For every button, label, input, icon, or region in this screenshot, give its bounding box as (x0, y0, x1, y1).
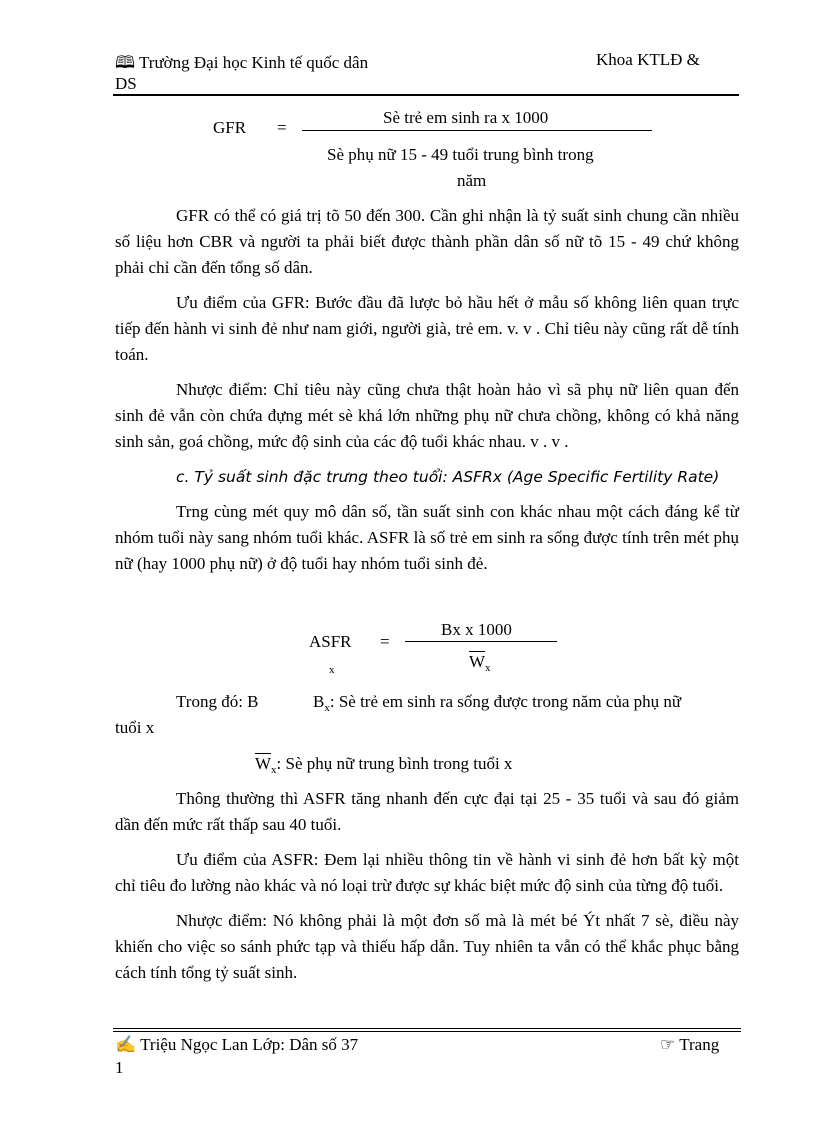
gfr-denominator: Sè phụ nữ 15 - 49 tuổi trung bình trong (327, 145, 594, 164)
asfr-lhs-sub: x (329, 664, 335, 676)
header-school (115, 50, 368, 79)
pointing-hand-icon: ☞ (660, 1035, 676, 1054)
asfr-equals: = (380, 632, 390, 651)
where-w-definition: $W_x$: Sè phụ nữ trung bình trong tuổi x (255, 754, 513, 776)
gfr-equals: = (277, 118, 287, 137)
footer-rule (113, 1028, 741, 1029)
text-block-2 (115, 786, 739, 986)
school-name: Trường Đại học Kinh tế quốc dân (139, 53, 369, 72)
paragraph-gfr-advantage: Ưu điểm của GFR: Bước đầu đã lược bỏ hầu hết ở mẫu số không liên quan trực tiếp đến hành vi sinh đẻ như nam giới, người già, trẻ em. v. v . Chỉ tiêu này cũng rất dễ tính toán. (115, 293, 739, 364)
header-faculty-cont: DS (115, 74, 137, 93)
header-faculty: Khoa KTLĐ & (596, 50, 700, 69)
gfr-lhs: GFR (213, 118, 247, 137)
footer-author: ✍ Triệu Ngọc Lan Lớp: Dân số 37 (115, 1035, 359, 1054)
paragraph-gfr-disadvantage: Nhược điểm: Chỉ tiêu này cũng chưa thật hoàn hảo vì sã phụ nữ liên quan đến sinh đẻ vẫn còn chứa đựng mét sè khá lớn những phụ nữ chưa chồng, không có khả năng sinh sản, goá chồng, mức độ sinh của các độ tuổi khác nhau. v . v . (115, 380, 739, 451)
gfr-numerator: Sè trẻ em sinh ra x 1000 (383, 108, 549, 127)
asfr-fraction-bar (405, 641, 557, 642)
header-rule (113, 94, 739, 96)
paragraph-asfr-disadvantage: Nhược điểm: Nó không phải là một đơn số mà là mét bé Ýt nhất 7 sè, điều này khiến cho việc so sánh phức tạp và thiếu hấp dẫn. Tuy nhiên ta vẫn có thể khắc phục bằng cách tính tổng tỷ suất sinh. (115, 911, 739, 982)
where-prefix: Trong đó: B (176, 692, 259, 711)
asfr-numerator: Bx x 1000 (441, 620, 512, 639)
paragraph-gfr-range: GFR có thể có giá trị tõ 50 đến 300. Cần ghi nhận là tỷ suất sinh chung cần nhiều số liệu hơn CBR và người ta phải biết được thành phần dân số nữ tõ 15 - 49 chứ không phải chỉ cần đến tổng số dân. (115, 206, 739, 277)
where-b-definition-cont: tuổi x (115, 718, 155, 737)
footer-page-label: ☞ Trang (660, 1035, 720, 1054)
asfr-lhs: ASFR (309, 632, 352, 651)
paragraph-asfr-definition: Trng cùng mét quy mô dân số, tần suất sinh con khác nhau một cách đáng kể từ nhóm tuổi này sang nhóm tuổi khác. ASFR là số trẻ em sinh ra sống được tính trên mét phụ nữ (hay 1000 phụ nữ) ở độ tuổi hay nhóm tuổi sinh đẻ. (115, 502, 739, 573)
writing-hand-icon: ✍ (115, 1035, 137, 1054)
footer-page-number: 1 (115, 1058, 124, 1077)
section-heading-asfr: c. Tỷ suất sinh đặc trưng theo tuổi: ASFRx (Age Specific Fertility Rate) (176, 468, 720, 486)
footer-rule-double (113, 1031, 741, 1032)
paragraph-asfr-advantage: Ưu điểm của ASFR: Đem lại nhiều thông tin về hành vi sinh đẻ hơn bất kỳ một chỉ tiêu đo lường nào khác và nó loại trừ được sự khác biệt mức độ sinh của từng độ tuổi. (115, 850, 739, 895)
open-book-icon: 🕮 (115, 53, 136, 72)
gfr-denominator-cont: năm (457, 171, 487, 190)
where-b-definition: $B_x$: Sè trẻ em sinh ra sống được trong năm của phụ nữ (313, 692, 682, 714)
gfr-fraction-bar (302, 130, 652, 131)
asfr-denominator: $W_x$ (469, 652, 491, 674)
text-block-1 (115, 203, 739, 577)
paragraph-asfr-trend: Thông thường thì ASFR tăng nhanh đến cực đại tại 25 - 35 tuổi và sau đó giảm dần đến mức rất thấp sau 40 tuổi. (115, 789, 739, 834)
